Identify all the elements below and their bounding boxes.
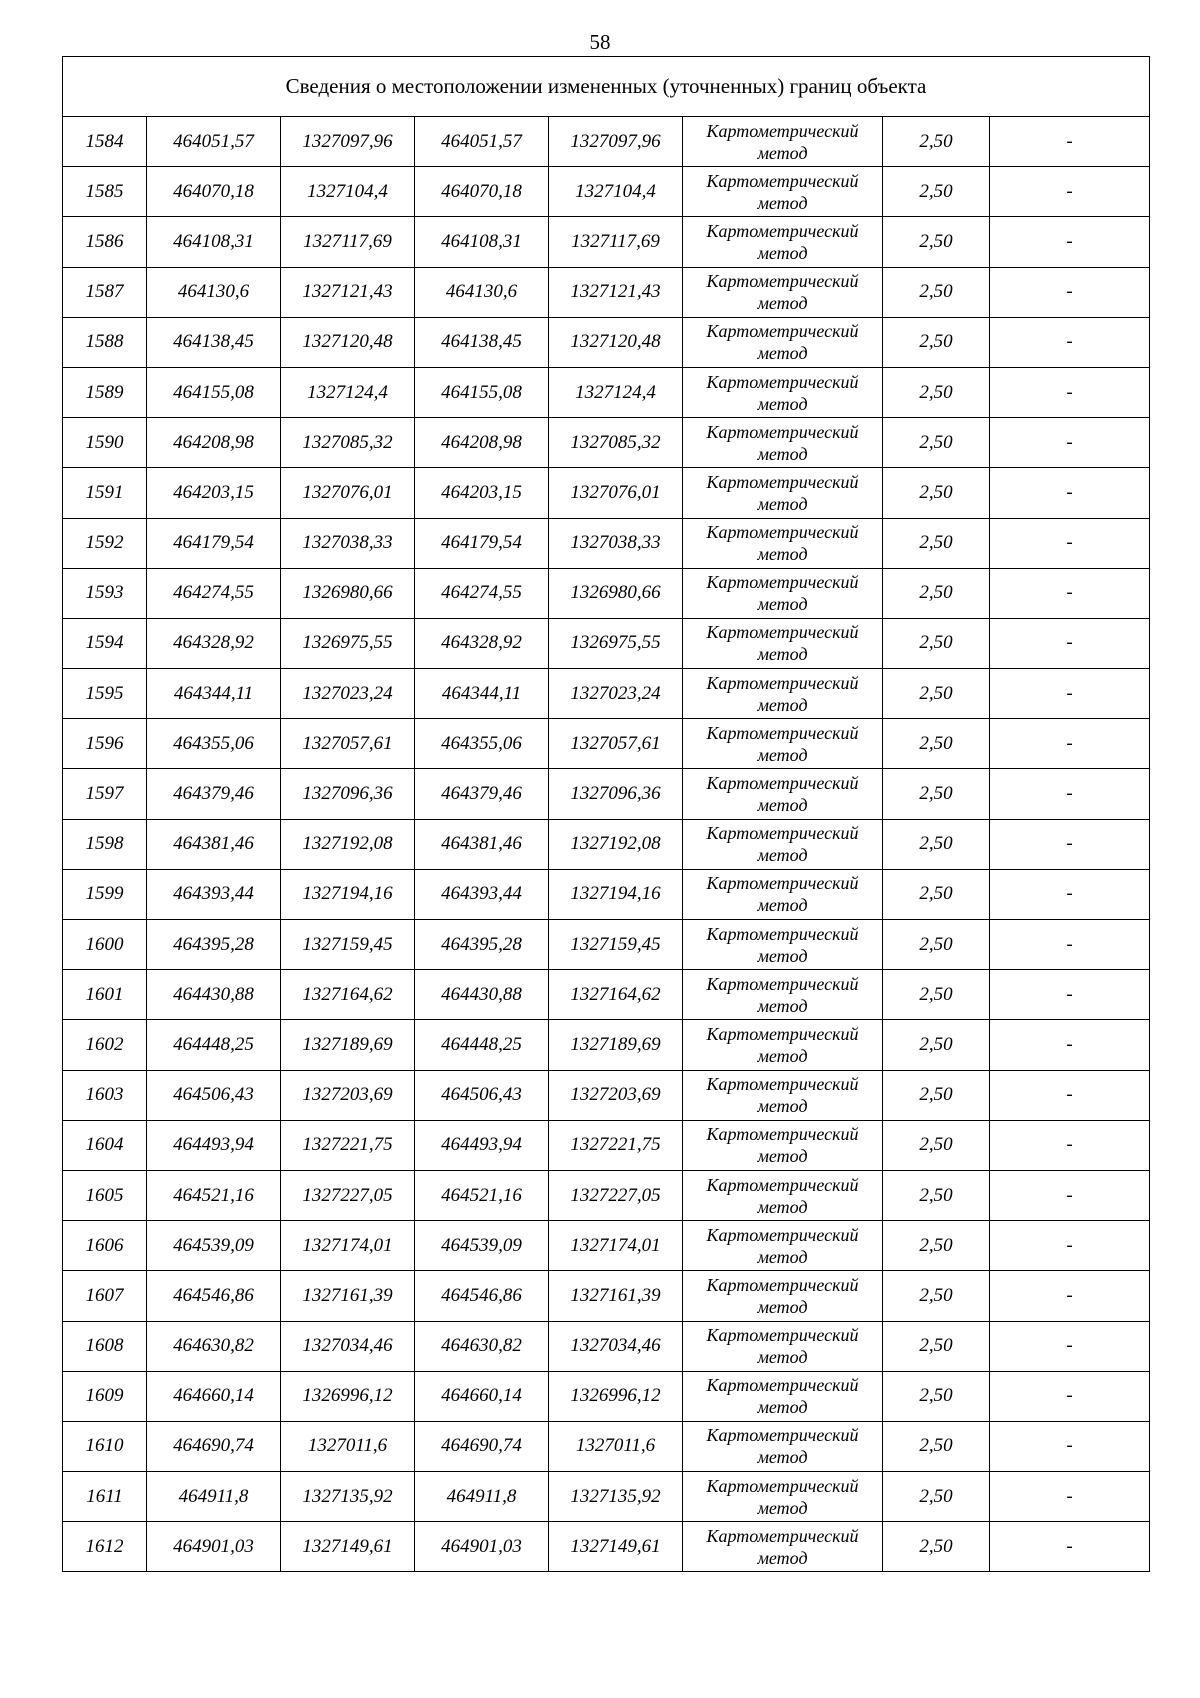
- y-refined-cell: 1327194,16: [549, 869, 683, 919]
- accuracy-cell: 2,50: [883, 1371, 990, 1421]
- y-existing-cell: 1327097,96: [281, 117, 415, 167]
- table-row: [63, 618, 1150, 668]
- x-refined-cell: 464108,31: [415, 217, 549, 267]
- table-row: [63, 1020, 1150, 1070]
- y-refined-cell: 1327076,01: [549, 468, 683, 518]
- y-existing-cell: 1327096,36: [281, 769, 415, 819]
- note-cell: -: [990, 1321, 1150, 1371]
- point-number-cell: 1602: [63, 1020, 147, 1070]
- determination-method-cell: Картометрический метод: [683, 869, 883, 919]
- determination-method-cell: Картометрический метод: [683, 1472, 883, 1522]
- table-title: Сведения о местоположении измененных (уточненных) границ объекта: [63, 57, 1150, 117]
- y-refined-cell: 1327096,36: [549, 769, 683, 819]
- x-existing-cell: 464355,06: [147, 719, 281, 769]
- y-existing-cell: 1327194,16: [281, 869, 415, 919]
- point-number-cell: 1600: [63, 920, 147, 970]
- y-existing-cell: 1327011,6: [281, 1421, 415, 1471]
- accuracy-cell: 2,50: [883, 117, 990, 167]
- x-existing-cell: 464379,46: [147, 769, 281, 819]
- accuracy-cell: 2,50: [883, 1271, 990, 1321]
- x-refined-cell: 464393,44: [415, 869, 549, 919]
- x-refined-cell: 464911,8: [415, 1472, 549, 1522]
- x-refined-cell: 464208,98: [415, 418, 549, 468]
- determination-method-cell: Картометрический метод: [683, 167, 883, 217]
- x-existing-cell: 464138,45: [147, 317, 281, 367]
- y-existing-cell: 1327161,39: [281, 1271, 415, 1321]
- accuracy-cell: 2,50: [883, 1221, 990, 1271]
- accuracy-cell: 2,50: [883, 1120, 990, 1170]
- accuracy-cell: 2,50: [883, 819, 990, 869]
- y-refined-cell: 1327135,92: [549, 1472, 683, 1522]
- y-existing-cell: 1327149,61: [281, 1522, 415, 1572]
- table-row: [63, 468, 1150, 518]
- boundary-coordinates-table: [62, 56, 1150, 1572]
- x-existing-cell: 464448,25: [147, 1020, 281, 1070]
- table-row: [63, 217, 1150, 267]
- y-existing-cell: 1327076,01: [281, 468, 415, 518]
- determination-method-cell: Картометрический метод: [683, 1070, 883, 1120]
- determination-method-cell: Картометрический метод: [683, 317, 883, 367]
- y-refined-cell: 1327174,01: [549, 1221, 683, 1271]
- accuracy-cell: 2,50: [883, 267, 990, 317]
- x-refined-cell: 464395,28: [415, 920, 549, 970]
- table-row: [63, 267, 1150, 317]
- y-refined-cell: 1327189,69: [549, 1020, 683, 1070]
- x-existing-cell: 464381,46: [147, 819, 281, 869]
- x-existing-cell: 464430,88: [147, 970, 281, 1020]
- y-refined-cell: 1327023,24: [549, 669, 683, 719]
- y-existing-cell: 1327221,75: [281, 1120, 415, 1170]
- y-refined-cell: 1327034,46: [549, 1321, 683, 1371]
- note-cell: -: [990, 1170, 1150, 1220]
- y-refined-cell: 1327164,62: [549, 970, 683, 1020]
- determination-method-cell: Картометрический метод: [683, 970, 883, 1020]
- accuracy-cell: 2,50: [883, 719, 990, 769]
- y-existing-cell: 1327189,69: [281, 1020, 415, 1070]
- y-refined-cell: 1327149,61: [549, 1522, 683, 1572]
- accuracy-cell: 2,50: [883, 1321, 990, 1371]
- x-refined-cell: 464070,18: [415, 167, 549, 217]
- x-existing-cell: 464506,43: [147, 1070, 281, 1120]
- point-number-cell: 1584: [63, 117, 147, 167]
- table-row: [63, 1221, 1150, 1271]
- determination-method-cell: Картометрический метод: [683, 618, 883, 668]
- note-cell: -: [990, 568, 1150, 618]
- x-refined-cell: 464274,55: [415, 568, 549, 618]
- y-refined-cell: 1327159,45: [549, 920, 683, 970]
- note-cell: -: [990, 518, 1150, 568]
- x-existing-cell: 464130,6: [147, 267, 281, 317]
- accuracy-cell: 2,50: [883, 367, 990, 417]
- y-refined-cell: 1327120,48: [549, 317, 683, 367]
- table-row: [63, 1421, 1150, 1471]
- note-cell: -: [990, 317, 1150, 367]
- x-refined-cell: 464430,88: [415, 970, 549, 1020]
- determination-method-cell: Картометрический метод: [683, 1421, 883, 1471]
- note-cell: -: [990, 167, 1150, 217]
- y-refined-cell: 1327121,43: [549, 267, 683, 317]
- x-existing-cell: 464690,74: [147, 1421, 281, 1471]
- y-existing-cell: 1326980,66: [281, 568, 415, 618]
- determination-method-cell: Картометрический метод: [683, 920, 883, 970]
- x-refined-cell: 464138,45: [415, 317, 549, 367]
- x-existing-cell: 464546,86: [147, 1271, 281, 1321]
- accuracy-cell: 2,50: [883, 920, 990, 970]
- accuracy-cell: 2,50: [883, 769, 990, 819]
- table-row: [63, 719, 1150, 769]
- note-cell: -: [990, 1221, 1150, 1271]
- x-refined-cell: 464690,74: [415, 1421, 549, 1471]
- note-cell: -: [990, 267, 1150, 317]
- y-refined-cell: 1327038,33: [549, 518, 683, 568]
- x-refined-cell: 464539,09: [415, 1221, 549, 1271]
- x-existing-cell: 464395,28: [147, 920, 281, 970]
- y-refined-cell: 1326980,66: [549, 568, 683, 618]
- point-number-cell: 1590: [63, 418, 147, 468]
- x-existing-cell: 464274,55: [147, 568, 281, 618]
- table-row: [63, 869, 1150, 919]
- determination-method-cell: Картометрический метод: [683, 1371, 883, 1421]
- determination-method-cell: Картометрический метод: [683, 1120, 883, 1170]
- x-refined-cell: 464051,57: [415, 117, 549, 167]
- point-number-cell: 1609: [63, 1371, 147, 1421]
- accuracy-cell: 2,50: [883, 970, 990, 1020]
- y-existing-cell: 1327135,92: [281, 1472, 415, 1522]
- point-number-cell: 1591: [63, 468, 147, 518]
- y-existing-cell: 1327124,4: [281, 367, 415, 417]
- accuracy-cell: 2,50: [883, 1170, 990, 1220]
- determination-method-cell: Картометрический метод: [683, 819, 883, 869]
- x-existing-cell: 464911,8: [147, 1472, 281, 1522]
- table-row: [63, 167, 1150, 217]
- table-row: [63, 568, 1150, 618]
- y-existing-cell: 1327174,01: [281, 1221, 415, 1271]
- note-cell: -: [990, 970, 1150, 1020]
- accuracy-cell: 2,50: [883, 217, 990, 267]
- determination-method-cell: Картометрический метод: [683, 1321, 883, 1371]
- y-existing-cell: 1327120,48: [281, 317, 415, 367]
- x-existing-cell: 464203,15: [147, 468, 281, 518]
- x-refined-cell: 464901,03: [415, 1522, 549, 1572]
- table-row: [63, 970, 1150, 1020]
- y-existing-cell: 1327227,05: [281, 1170, 415, 1220]
- accuracy-cell: 2,50: [883, 669, 990, 719]
- accuracy-cell: 2,50: [883, 167, 990, 217]
- note-cell: -: [990, 769, 1150, 819]
- table-row: [63, 1371, 1150, 1421]
- x-existing-cell: 464070,18: [147, 167, 281, 217]
- table-row: [63, 1522, 1150, 1572]
- point-number-cell: 1586: [63, 217, 147, 267]
- x-existing-cell: 464630,82: [147, 1321, 281, 1371]
- determination-method-cell: Картометрический метод: [683, 468, 883, 518]
- note-cell: -: [990, 1522, 1150, 1572]
- note-cell: -: [990, 618, 1150, 668]
- note-cell: -: [990, 1070, 1150, 1120]
- accuracy-cell: 2,50: [883, 1472, 990, 1522]
- y-refined-cell: 1327227,05: [549, 1170, 683, 1220]
- y-existing-cell: 1327159,45: [281, 920, 415, 970]
- x-refined-cell: 464155,08: [415, 367, 549, 417]
- note-cell: -: [990, 367, 1150, 417]
- x-refined-cell: 464130,6: [415, 267, 549, 317]
- x-refined-cell: 464355,06: [415, 719, 549, 769]
- x-refined-cell: 464328,92: [415, 618, 549, 668]
- x-refined-cell: 464379,46: [415, 769, 549, 819]
- x-refined-cell: 464381,46: [415, 819, 549, 869]
- point-number-cell: 1605: [63, 1170, 147, 1220]
- y-refined-cell: 1327161,39: [549, 1271, 683, 1321]
- boundary-table-container: [62, 56, 1149, 1572]
- x-refined-cell: 464179,54: [415, 518, 549, 568]
- x-existing-cell: 464155,08: [147, 367, 281, 417]
- y-existing-cell: 1326975,55: [281, 618, 415, 668]
- note-cell: -: [990, 1020, 1150, 1070]
- accuracy-cell: 2,50: [883, 1421, 990, 1471]
- note-cell: -: [990, 869, 1150, 919]
- determination-method-cell: Картометрический метод: [683, 568, 883, 618]
- determination-method-cell: Картометрический метод: [683, 1522, 883, 1572]
- y-refined-cell: 1327011,6: [549, 1421, 683, 1471]
- x-existing-cell: 464521,16: [147, 1170, 281, 1220]
- note-cell: -: [990, 819, 1150, 869]
- y-existing-cell: 1327117,69: [281, 217, 415, 267]
- accuracy-cell: 2,50: [883, 869, 990, 919]
- table-row: [63, 1120, 1150, 1170]
- point-number-cell: 1589: [63, 367, 147, 417]
- y-existing-cell: 1327164,62: [281, 970, 415, 1020]
- point-number-cell: 1592: [63, 518, 147, 568]
- x-refined-cell: 464203,15: [415, 468, 549, 518]
- x-existing-cell: 464393,44: [147, 869, 281, 919]
- y-refined-cell: 1327221,75: [549, 1120, 683, 1170]
- x-existing-cell: 464179,54: [147, 518, 281, 568]
- point-number-cell: 1595: [63, 669, 147, 719]
- determination-method-cell: Картометрический метод: [683, 669, 883, 719]
- x-existing-cell: 464901,03: [147, 1522, 281, 1572]
- table-row: [63, 1321, 1150, 1371]
- y-existing-cell: 1327104,4: [281, 167, 415, 217]
- note-cell: -: [990, 117, 1150, 167]
- point-number-cell: 1604: [63, 1120, 147, 1170]
- point-number-cell: 1587: [63, 267, 147, 317]
- point-number-cell: 1611: [63, 1472, 147, 1522]
- table-row: [63, 117, 1150, 167]
- x-refined-cell: 464660,14: [415, 1371, 549, 1421]
- accuracy-cell: 2,50: [883, 418, 990, 468]
- determination-method-cell: Картометрический метод: [683, 1170, 883, 1220]
- note-cell: -: [990, 1421, 1150, 1471]
- table-row: [63, 1271, 1150, 1321]
- point-number-cell: 1606: [63, 1221, 147, 1271]
- x-refined-cell: 464448,25: [415, 1020, 549, 1070]
- point-number-cell: 1610: [63, 1421, 147, 1471]
- y-refined-cell: 1327097,96: [549, 117, 683, 167]
- table-row: [63, 920, 1150, 970]
- determination-method-cell: Картометрический метод: [683, 769, 883, 819]
- point-number-cell: 1603: [63, 1070, 147, 1120]
- point-number-cell: 1601: [63, 970, 147, 1020]
- table-row: [63, 669, 1150, 719]
- point-number-cell: 1585: [63, 167, 147, 217]
- y-existing-cell: 1326996,12: [281, 1371, 415, 1421]
- x-refined-cell: 464493,94: [415, 1120, 549, 1170]
- point-number-cell: 1596: [63, 719, 147, 769]
- x-refined-cell: 464344,11: [415, 669, 549, 719]
- note-cell: -: [990, 217, 1150, 267]
- accuracy-cell: 2,50: [883, 568, 990, 618]
- x-existing-cell: 464660,14: [147, 1371, 281, 1421]
- point-number-cell: 1599: [63, 869, 147, 919]
- note-cell: -: [990, 1472, 1150, 1522]
- note-cell: -: [990, 418, 1150, 468]
- accuracy-cell: 2,50: [883, 1020, 990, 1070]
- x-existing-cell: 464493,94: [147, 1120, 281, 1170]
- note-cell: -: [990, 719, 1150, 769]
- point-number-cell: 1608: [63, 1321, 147, 1371]
- determination-method-cell: Картометрический метод: [683, 1020, 883, 1070]
- y-existing-cell: 1327121,43: [281, 267, 415, 317]
- determination-method-cell: Картометрический метод: [683, 367, 883, 417]
- y-existing-cell: 1327034,46: [281, 1321, 415, 1371]
- x-existing-cell: 464208,98: [147, 418, 281, 468]
- determination-method-cell: Картометрический метод: [683, 518, 883, 568]
- determination-method-cell: Картометрический метод: [683, 1221, 883, 1271]
- y-existing-cell: 1327192,08: [281, 819, 415, 869]
- note-cell: -: [990, 1371, 1150, 1421]
- x-refined-cell: 464521,16: [415, 1170, 549, 1220]
- y-existing-cell: 1327203,69: [281, 1070, 415, 1120]
- table-row: [63, 418, 1150, 468]
- accuracy-cell: 2,50: [883, 468, 990, 518]
- y-refined-cell: 1327085,32: [549, 418, 683, 468]
- y-refined-cell: 1327124,4: [549, 367, 683, 417]
- y-refined-cell: 1326996,12: [549, 1371, 683, 1421]
- y-refined-cell: 1327203,69: [549, 1070, 683, 1120]
- table-row: [63, 819, 1150, 869]
- determination-method-cell: Картометрический метод: [683, 418, 883, 468]
- y-existing-cell: 1327038,33: [281, 518, 415, 568]
- note-cell: -: [990, 1120, 1150, 1170]
- x-refined-cell: 464546,86: [415, 1271, 549, 1321]
- note-cell: -: [990, 920, 1150, 970]
- accuracy-cell: 2,50: [883, 1522, 990, 1572]
- x-existing-cell: 464051,57: [147, 117, 281, 167]
- point-number-cell: 1607: [63, 1271, 147, 1321]
- x-existing-cell: 464344,11: [147, 669, 281, 719]
- point-number-cell: 1588: [63, 317, 147, 367]
- point-number-cell: 1593: [63, 568, 147, 618]
- accuracy-cell: 2,50: [883, 518, 990, 568]
- y-refined-cell: 1327104,4: [549, 167, 683, 217]
- determination-method-cell: Картометрический метод: [683, 1271, 883, 1321]
- table-row: [63, 1070, 1150, 1120]
- table-row: [63, 367, 1150, 417]
- point-number-cell: 1598: [63, 819, 147, 869]
- y-existing-cell: 1327057,61: [281, 719, 415, 769]
- accuracy-cell: 2,50: [883, 1070, 990, 1120]
- y-refined-cell: 1327192,08: [549, 819, 683, 869]
- note-cell: -: [990, 468, 1150, 518]
- determination-method-cell: Картометрический метод: [683, 117, 883, 167]
- accuracy-cell: 2,50: [883, 317, 990, 367]
- x-existing-cell: 464328,92: [147, 618, 281, 668]
- table-row: [63, 518, 1150, 568]
- x-refined-cell: 464630,82: [415, 1321, 549, 1371]
- table-title-row: [63, 57, 1150, 117]
- table-row: [63, 1170, 1150, 1220]
- note-cell: -: [990, 669, 1150, 719]
- x-existing-cell: 464108,31: [147, 217, 281, 267]
- determination-method-cell: Картометрический метод: [683, 719, 883, 769]
- note-cell: -: [990, 1271, 1150, 1321]
- page-number: 58: [589, 30, 611, 54]
- x-existing-cell: 464539,09: [147, 1221, 281, 1271]
- table-row: [63, 769, 1150, 819]
- point-number-cell: 1594: [63, 618, 147, 668]
- point-number-cell: 1597: [63, 769, 147, 819]
- table-row: [63, 317, 1150, 367]
- determination-method-cell: Картометрический метод: [683, 267, 883, 317]
- y-refined-cell: 1327057,61: [549, 719, 683, 769]
- y-refined-cell: 1327117,69: [549, 217, 683, 267]
- determination-method-cell: Картометрический метод: [683, 217, 883, 267]
- y-refined-cell: 1326975,55: [549, 618, 683, 668]
- y-existing-cell: 1327023,24: [281, 669, 415, 719]
- table-row: [63, 1472, 1150, 1522]
- point-number-cell: 1612: [63, 1522, 147, 1572]
- y-existing-cell: 1327085,32: [281, 418, 415, 468]
- accuracy-cell: 2,50: [883, 618, 990, 668]
- x-refined-cell: 464506,43: [415, 1070, 549, 1120]
